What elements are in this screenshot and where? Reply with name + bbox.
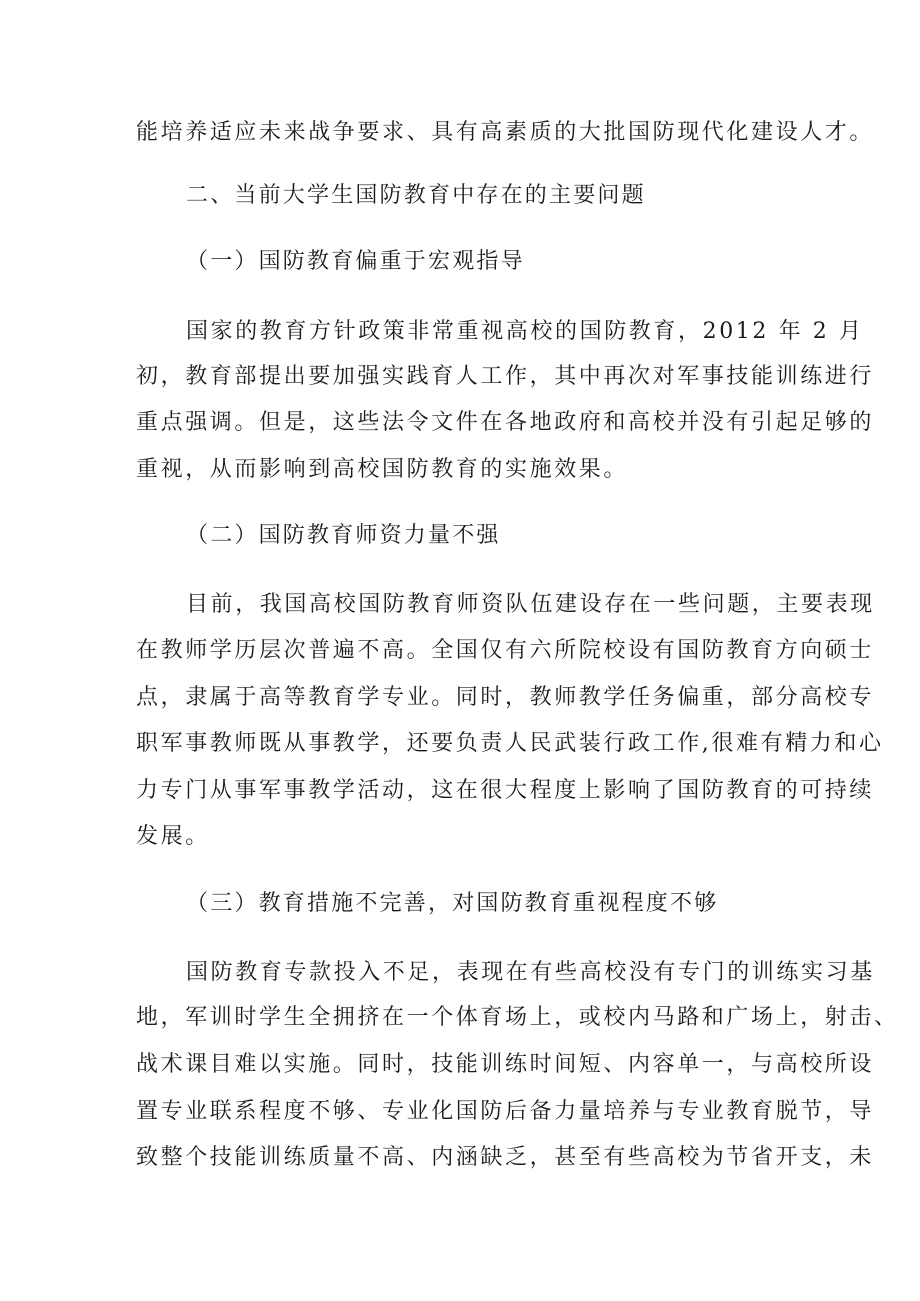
paragraph-line: 重点强调。但是，这些法令文件在各地政府和高校并没有引起足够的 xyxy=(136,410,875,435)
intro-line: 能培养适应未来战争要求、具有高素质的大批国防现代化建设人才。 xyxy=(136,120,875,145)
paragraph-line: 致整个技能训练质量不高、内涵缺乏，甚至有些高校为节省开支，未 xyxy=(136,1145,875,1170)
paragraph-line: 职军事教师既从事教学，还要负责人民武装行政工作,很难有精力和心 xyxy=(136,731,884,756)
paragraph-line: 点，隶属于高等教育学专业。同时，教师教学任务偏重，部分高校专 xyxy=(136,685,875,710)
subsection-2-heading: （二）国防教育师资力量不强 xyxy=(186,523,501,548)
paragraph-line: 国家的教育方针政策非常重视高校的国防教育，2012 年 2 月 xyxy=(186,319,864,344)
paragraph-line: 发展。 xyxy=(136,824,210,849)
paragraph-line: 力专门从事军事教学活动，这在很大程度上影响了国防教育的可持续 xyxy=(136,778,875,803)
paragraph-line: 地，军训时学生全拥挤在一个体育场上，或校内马路和广场上，射击、 xyxy=(136,1005,899,1030)
subsection-3-heading: （三）教育措施不完善，对国防教育重视程度不够 xyxy=(186,891,719,916)
paragraph-line: 初，教育部提出要加强实践育人工作，其中再次对军事技能训练进行 xyxy=(136,364,875,389)
subsection-1-heading: （一）国防教育偏重于宏观指导 xyxy=(186,249,525,274)
paragraph-line: 重视，从而影响到高校国防教育的实施效果。 xyxy=(136,457,629,482)
paragraph-line: 在教师学历层次普遍不高。全国仅有六所院校设有国防教育方向硕士 xyxy=(136,638,875,663)
paragraph-line: 战术课目难以实施。同时，技能训练时间短、内容单一，与高校所设 xyxy=(136,1052,875,1077)
paragraph-line: 国防教育专款投入不足，表现在有些高校没有专门的训练实习基 xyxy=(186,960,875,985)
section-title: 二、当前大学生国防教育中存在的主要问题 xyxy=(186,183,646,208)
paragraph-line: 目前，我国高校国防教育师资队伍建设存在一些问题，主要表现 xyxy=(186,592,875,617)
paragraph-line: 置专业联系程度不够、专业化国防后备力量培养与专业教育脱节，导 xyxy=(136,1099,875,1124)
